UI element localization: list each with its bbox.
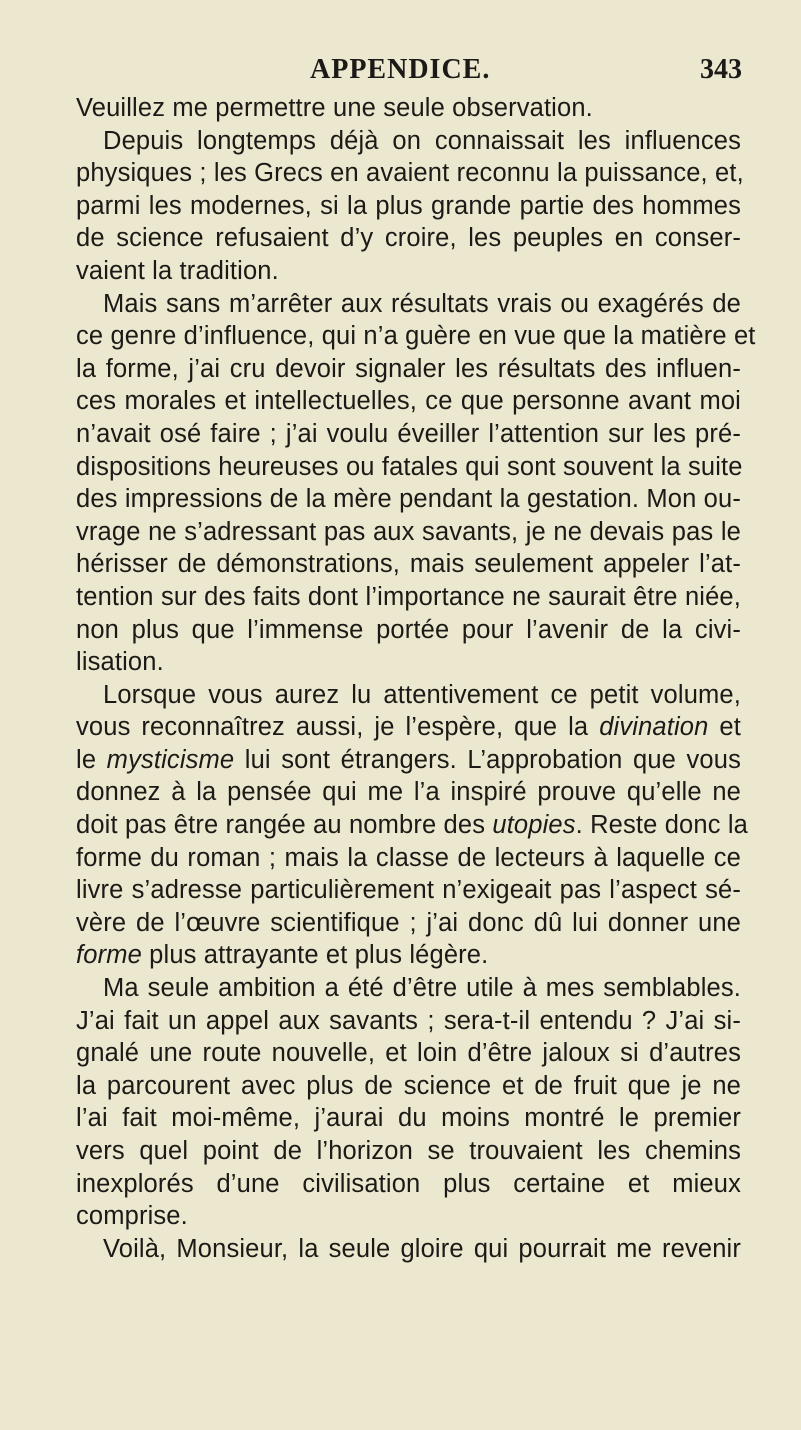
running-head (0, 48, 801, 88)
text-run: lui sont étrangers. L’approbation que vous (234, 745, 741, 774)
italic-term: divination (599, 713, 709, 742)
text-line: vaient la tradition. (76, 256, 279, 285)
text-line: l’ai fait moi-même, j’aurai du moins montré le premier (76, 1104, 741, 1133)
text-line: gnalé une route nouvelle, et loin d’être jaloux si d’autres (76, 1039, 741, 1068)
text-line: Depuis longtemps déjà on connaissait les influences (103, 126, 741, 155)
text-run: . Reste donc la (575, 811, 748, 840)
text-line: physiques ; les Grecs en avaient reconnu la puissance, et, (76, 159, 744, 188)
text-line: Voilà, Monsieur, la seule gloire qui pourrait me revenir (103, 1234, 741, 1263)
text-line: inexplorés d’une civilisation plus certaine et mieux (76, 1169, 741, 1198)
text-line: ce genre d’influence, qui n’a guère en vue que la matière et (76, 322, 756, 351)
italic-term: mysticisme (106, 745, 235, 774)
text-line: livre s’adresse particulièrement n’exigeait pas l’aspect sé- (76, 876, 741, 905)
text-line: Lorsque vous aurez lu attentivement ce petit volume, (103, 680, 741, 709)
text-line: dispositions heureuses ou fatales qui sont souvent la suite (76, 452, 743, 481)
text-line (76, 809, 748, 842)
text-run: le (76, 745, 107, 774)
text-line: n’avait osé faire ; j’ai voulu éveiller l’attention sur les pré- (76, 419, 741, 448)
text-line: hérisser de démonstrations, mais seulement appeler l’at- (76, 550, 741, 579)
text-line: non plus que l’immense portée pour l’avenir de la civi- (76, 615, 741, 644)
text-line: la forme, j’ai cru devoir signaler les résultats des influen- (76, 354, 741, 383)
text-line: donnez à la pensée qui me l’a inspiré prouve qu’elle ne (76, 778, 741, 807)
italic-term: utopies (492, 811, 576, 840)
running-title: APPENDICE. (310, 54, 491, 85)
text-line: parmi les modernes, si la plus grande partie des hommes (76, 191, 741, 220)
text-line: de science refusaient d’y croire, les peuples en conser- (76, 224, 741, 253)
text-line: la parcourent avec plus de science et de fruit que je ne (76, 1071, 741, 1100)
text-line: J’ai fait un appel aux savants ; sera-t-il entendu ? J’ai si- (76, 1006, 741, 1035)
body-text (76, 92, 756, 1265)
text-line: forme du roman ; mais la classe de lecteurs à laquelle ce (76, 843, 741, 872)
text-line: vrage ne s’adressant pas aux savants, je ne devais pas le (76, 517, 741, 546)
text-line: ces morales et intellectuelles, ce que personne avant moi (76, 387, 741, 416)
italic-term: forme (76, 941, 142, 970)
text-line (76, 939, 741, 972)
text-line: Mais sans m’arrêter aux résultats vrais ou exagérés de (103, 289, 741, 318)
text-line (76, 744, 741, 777)
text-run: plus attrayante et plus légère. (141, 941, 489, 970)
text-run: et (708, 713, 741, 742)
text-run: vous reconnaîtrez aussi, je l’espère, que la (76, 713, 600, 742)
text-line (76, 711, 741, 744)
text-line: Ma seule ambition a été d’être utile à mes semblables. (103, 974, 741, 1003)
text-line: Veuillez me permettre une seule observation. (76, 94, 593, 122)
text-line: des impressions de la mère pendant la gestation. Mon ou- (76, 485, 741, 514)
text-line: vers quel point de l’horizon se trouvaient les chemins (76, 1137, 741, 1165)
text-run: doit pas être rangée au nombre des (76, 811, 493, 840)
page-number: 343 (700, 54, 742, 85)
text-line: comprise. (76, 1202, 188, 1231)
text-line: vère de l’œuvre scientifique ; j’ai donc dû lui donner une (76, 908, 741, 937)
text-line: tention sur des faits dont l’importance ne saurait être niée, (76, 582, 741, 611)
text-line: lisation. (76, 648, 164, 677)
